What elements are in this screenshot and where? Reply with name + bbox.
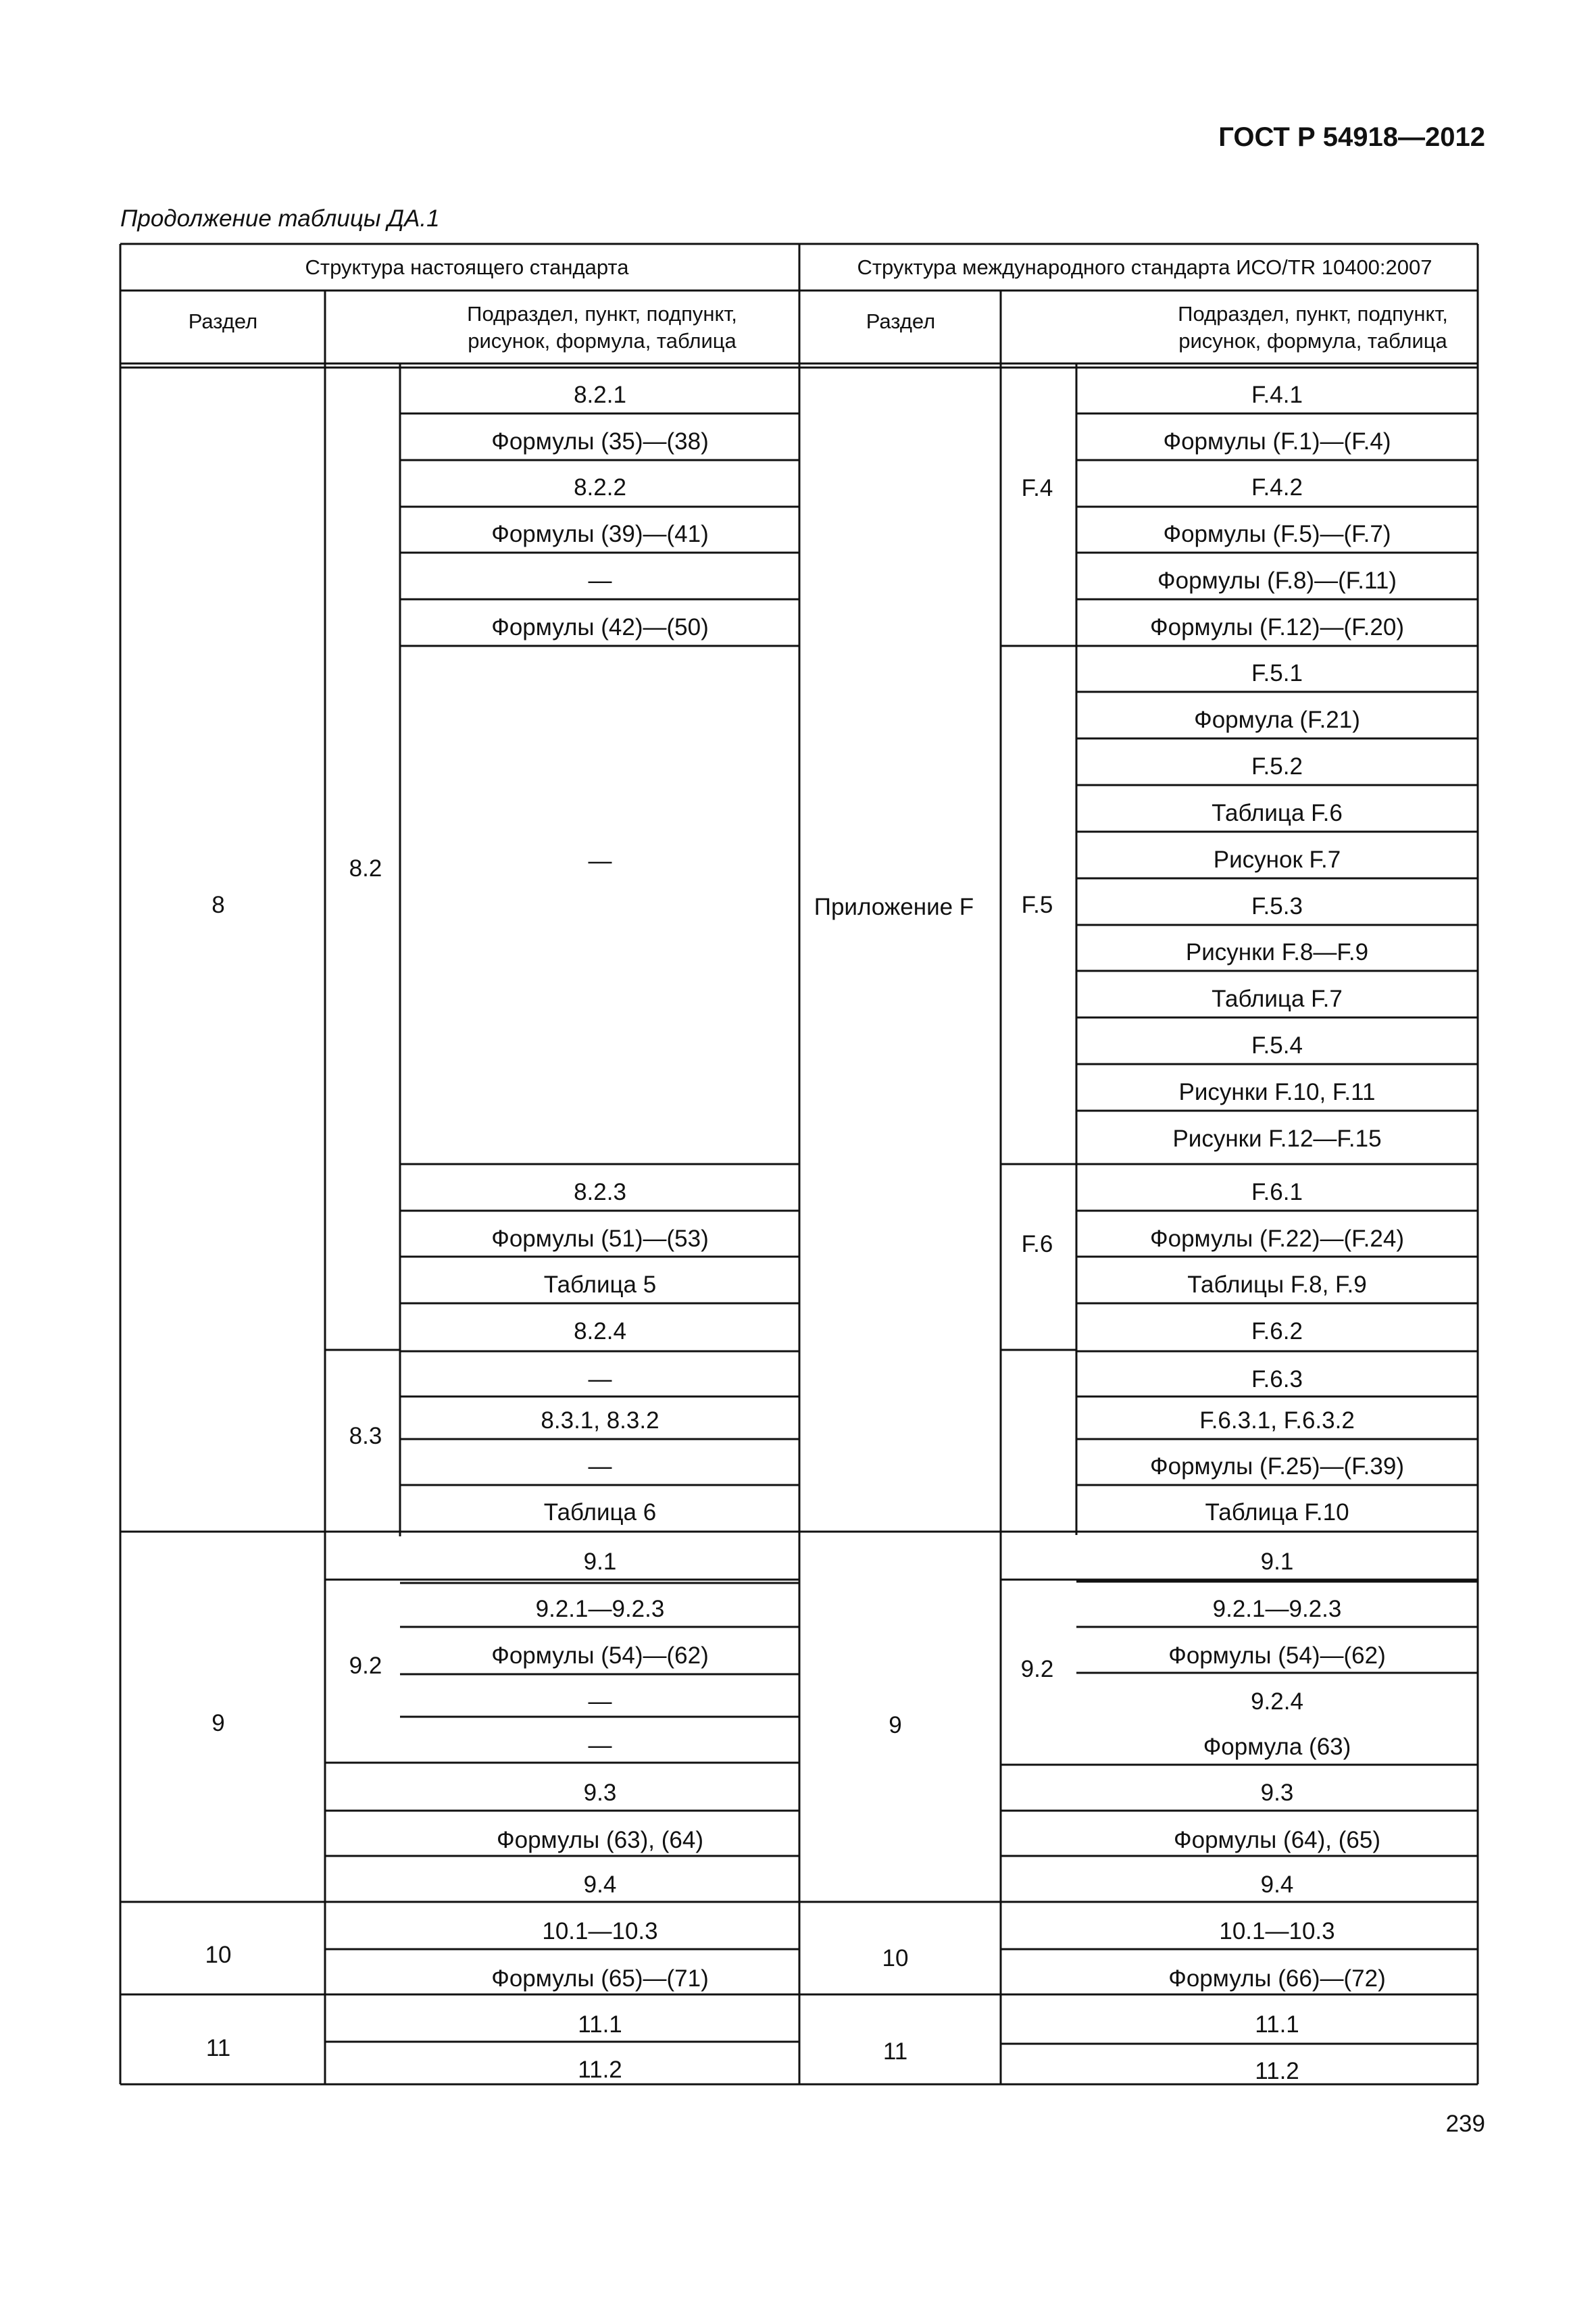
right-cell-item: 9.2.4 (1251, 1688, 1303, 1715)
right-cell-item: Формула (F.21) (1194, 707, 1360, 733)
header-right-sub-line1: Подраздел, пункт, подпункт, (1178, 302, 1448, 326)
right-cell-item: Формулы (F.1)—(F.4) (1163, 428, 1391, 455)
right-cell-item: Рисунки F.12—F.15 (1172, 1126, 1382, 1152)
left-cell-item: 11.1 (578, 2011, 622, 2038)
right-cell-item: F.6.1 (1251, 1179, 1303, 1205)
right-cell-item: Формулы (F.8)—(F.11) (1157, 568, 1397, 594)
left-subsection-8-3: 8.3 (349, 1423, 382, 1449)
right-section-11: 11 (882, 2038, 908, 2065)
left-cell-item: 10.1—10.3 (542, 1918, 658, 1944)
table-grid (120, 244, 1478, 2084)
left-cell-item: 8.2.2 (574, 474, 626, 501)
right-cell-item: Формулы (66)—(72) (1168, 1965, 1386, 1992)
left-cell-item: 8.2.3 (574, 1179, 626, 1205)
right-cell-item: Таблицы F.8, F.9 (1187, 1272, 1367, 1298)
page-number: 239 (1445, 2111, 1485, 2137)
right-cell-item: F.4.2 (1251, 474, 1303, 501)
right-cell-item: Формулы (64), (65) (1174, 1827, 1380, 1853)
left-subsection-8-2: 8.2 (349, 855, 382, 882)
right-section-9: 9 (889, 1712, 902, 1738)
right-subsection-9-2: 9.2 (1020, 1656, 1054, 1682)
right-cell-item: Формулы (F.5)—(F.7) (1163, 521, 1391, 547)
header-left-group: Структура настоящего стандарта (305, 255, 629, 279)
header-right-section: Раздел (866, 309, 936, 333)
right-cell-item: Формула (63) (1203, 1734, 1351, 1760)
right-cell-item: Рисунки F.8—F.9 (1185, 939, 1369, 965)
left-cell-item: 8.2.4 (574, 1318, 626, 1344)
header-left-sub-line1: Подраздел, пункт, подпункт, (467, 302, 737, 326)
right-cell-item: 11.1 (1255, 2011, 1299, 2038)
left-cell-item: Формулы (54)—(62) (491, 1642, 709, 1669)
right-cell-item: F.5.3 (1251, 893, 1303, 920)
left-cell-item: 9.1 (583, 1549, 617, 1575)
right-cell-item: Таблица F.6 (1212, 800, 1343, 826)
right-cell-item: Таблица F.7 (1212, 986, 1343, 1012)
right-cell-item: 9.2.1—9.2.3 (1212, 1596, 1342, 1622)
right-cell-item: 9.4 (1260, 1871, 1294, 1898)
left-cell-item: Формулы (63), (64) (497, 1827, 703, 1853)
table-continuation-caption: Продолжение таблицы ДА.1 (120, 205, 440, 232)
left-subsection-9-2: 9.2 (349, 1653, 382, 1679)
left-section-10: 10 (205, 1942, 232, 1968)
left-cell-item: 8.3.1, 8.3.2 (541, 1407, 659, 1434)
right-cell-item: 10.1—10.3 (1219, 1918, 1335, 1944)
left-cell-item: Формулы (51)—(53) (491, 1226, 709, 1252)
right-cell-item: F.4.1 (1251, 382, 1303, 408)
left-section-8: 8 (211, 892, 225, 918)
left-cell-item: — (588, 848, 612, 874)
right-cell-item: 9.1 (1260, 1549, 1294, 1575)
left-cell-item: — (588, 1366, 612, 1392)
left-items (491, 382, 709, 2083)
left-cell-item: Формулы (42)—(50) (491, 614, 709, 640)
left-cell-item: Формулы (39)—(41) (491, 521, 709, 547)
header-right-group: Структура международного стандарта ИСО/TR 10400:2007 (857, 255, 1432, 279)
header-right-sub-line2: рисунок, формула, таблица (1178, 329, 1447, 353)
left-cell-item: 9.2.1—9.2.3 (535, 1596, 665, 1622)
right-subsection-f5: F.5 (1021, 892, 1053, 918)
right-items (1150, 382, 1404, 2084)
right-cell-item: Формулы (F.12)—(F.20) (1150, 614, 1404, 640)
left-cell-item: Формулы (35)—(38) (491, 428, 709, 455)
right-cell-item: F.5.2 (1251, 753, 1303, 780)
right-cell-item: F.6.3 (1251, 1366, 1303, 1392)
right-cell-item: Таблица F.10 (1205, 1499, 1349, 1526)
right-section-annex-f: Приложение F (814, 894, 974, 920)
right-cell-item: F.6.3.1, F.6.3.2 (1199, 1407, 1355, 1434)
left-cell-item: — (588, 568, 612, 594)
right-subsection-f6: F.6 (1021, 1231, 1053, 1257)
left-section-9: 9 (211, 1710, 225, 1736)
right-cell-item: F.5.1 (1251, 660, 1303, 686)
left-cell-item: 11.2 (578, 2057, 622, 2083)
left-cell-item: Таблица 6 (543, 1499, 657, 1526)
right-cell-item: 11.2 (1255, 2058, 1299, 2084)
left-cell-item: Таблица 5 (543, 1272, 657, 1298)
right-cell-item: Формулы (54)—(62) (1168, 1642, 1386, 1669)
right-cell-item: F.6.2 (1251, 1318, 1303, 1344)
left-cell-item: — (588, 1453, 612, 1480)
right-cell-item: F.5.4 (1251, 1032, 1303, 1059)
standard-designation: ГОСТ Р 54918—2012 (1218, 122, 1485, 152)
header-left-sub-line2: рисунок, формула, таблица (468, 329, 737, 353)
right-cell-item: 9.3 (1260, 1780, 1294, 1806)
right-cell-item: Формулы (F.22)—(F.24) (1150, 1226, 1404, 1252)
left-section-11: 11 (205, 2035, 231, 2061)
right-cell-item: Рисунок F.7 (1213, 847, 1341, 873)
right-cell-item: Рисунки F.10, F.11 (1178, 1079, 1376, 1105)
left-cell-item: 9.4 (583, 1871, 617, 1898)
right-cell-item: Формулы (F.25)—(F.39) (1150, 1453, 1404, 1480)
left-cell-item: Формулы (65)—(71) (491, 1965, 709, 1992)
left-cell-item: 9.3 (583, 1780, 617, 1806)
left-cell-item: — (588, 1688, 612, 1715)
right-section-10: 10 (882, 1945, 909, 1971)
right-subsection-f4: F.4 (1021, 475, 1053, 501)
left-cell-item: 8.2.1 (574, 382, 626, 408)
header-left-section: Раздел (188, 309, 258, 333)
left-cell-item: — (588, 1732, 612, 1759)
